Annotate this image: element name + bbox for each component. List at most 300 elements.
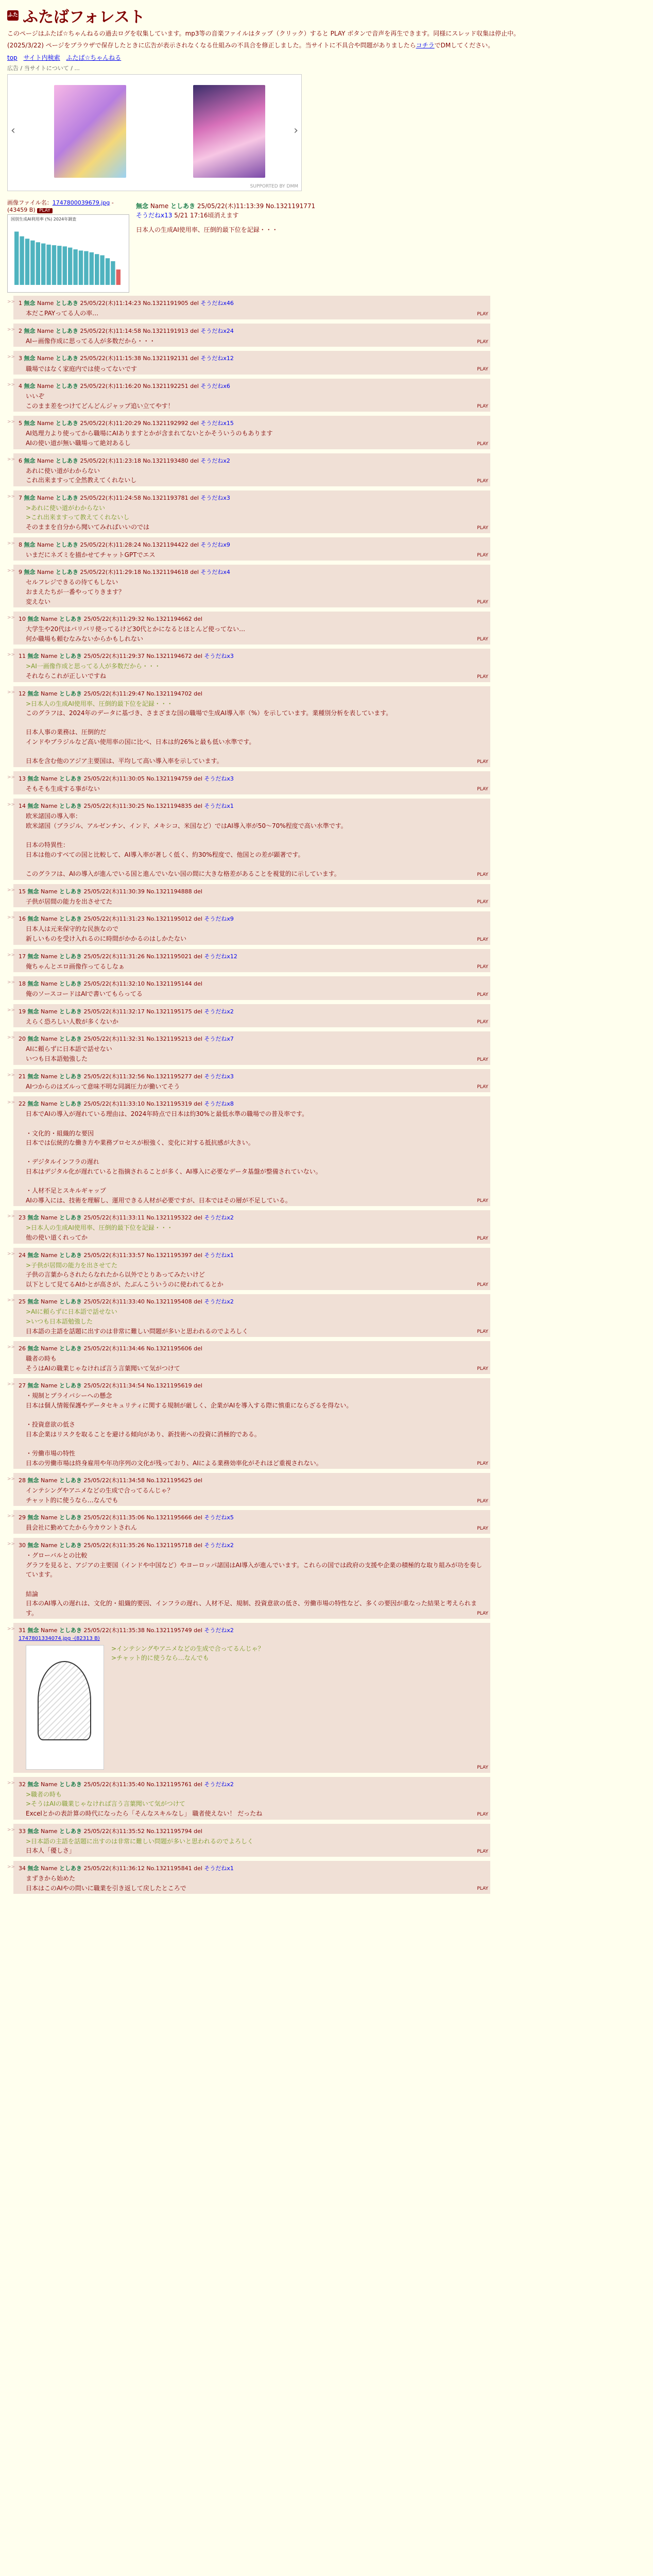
reply-date: 25/05/22(木)11:32:10 xyxy=(83,980,145,988)
reply-text: 他の使い道くれってか xyxy=(26,1233,88,1241)
reply-del[interactable]: del xyxy=(194,1100,202,1108)
reply-name: 無念 xyxy=(27,1542,39,1549)
reply-index: 1 xyxy=(19,300,22,307)
contact-link[interactable]: コチラ xyxy=(416,41,435,49)
reply-no[interactable]: No.1321195144 xyxy=(146,980,192,988)
reply-author: としあき xyxy=(59,953,82,960)
reply-image-thumb[interactable] xyxy=(26,1645,104,1770)
reply-play[interactable]: PLAY xyxy=(477,1366,488,1372)
reply-header xyxy=(19,914,485,923)
reply-no[interactable]: No.1321195012 xyxy=(146,916,192,923)
reply-no[interactable]: No.1321195794 xyxy=(146,1827,192,1835)
reply-no[interactable]: No.1321194662 xyxy=(146,616,192,623)
reply-text: えらく恐ろしい人数が多くないか xyxy=(26,1018,119,1025)
reply-date: 25/05/22(木)11:33:11 xyxy=(83,1214,145,1222)
reply-index: 5 xyxy=(19,420,22,427)
reply-play[interactable]: PLAY xyxy=(477,992,488,997)
reply-play[interactable]: PLAY xyxy=(477,1811,488,1817)
reply-name-label: Name xyxy=(41,916,58,923)
reply-del[interactable]: del xyxy=(194,1514,202,1521)
nav-site-search-link[interactable]: サイト内検索 xyxy=(23,54,60,62)
reply-no[interactable]: No.1321194618 xyxy=(143,569,188,576)
reply-soudane[interactable]: そうだねx12 xyxy=(204,953,237,960)
site-title[interactable]: ふたばフォレスト xyxy=(23,8,145,26)
reply-play[interactable]: PLAY xyxy=(477,1282,488,1288)
reply-name-label: Name xyxy=(41,1214,58,1222)
reply-author: としあき xyxy=(59,980,82,988)
reply-author: としあき xyxy=(59,803,82,810)
reply-del[interactable]: del xyxy=(194,953,202,960)
reply-no[interactable]: No.1321194672 xyxy=(146,653,192,660)
ad-carousel[interactable] xyxy=(7,74,302,191)
reply-play[interactable]: PLAY xyxy=(477,787,488,792)
reply-date: 25/05/22(木)11:30:05 xyxy=(83,775,145,782)
reply-date: 25/05/22(木)11:23:18 xyxy=(80,457,141,464)
reply-play[interactable]: PLAY xyxy=(477,441,488,447)
reply-del[interactable]: del xyxy=(194,1865,202,1872)
reply-author: としあき xyxy=(59,1100,82,1108)
reply-date: 25/05/22(木)11:36:12 xyxy=(83,1865,145,1872)
reply-play[interactable]: PLAY xyxy=(477,1461,488,1467)
reply-soudane[interactable]: そうだねx24 xyxy=(200,327,234,334)
reply-play[interactable]: PLAY xyxy=(477,367,488,372)
thumb-bar xyxy=(52,245,56,285)
reply-soudane[interactable]: そうだねx9 xyxy=(204,916,234,923)
op-file-link[interactable]: 1747800039679.jpg xyxy=(52,199,110,207)
reply-text: 日本人「優しさ」 xyxy=(26,1847,76,1855)
reply-text: Excelとかの表計算の時代になったら「そんなスキルなし」 職者使えない！ だったね xyxy=(26,1810,263,1818)
reply-author: としあき xyxy=(59,916,82,923)
reply-play[interactable]: PLAY xyxy=(477,872,488,877)
reply-soudane[interactable]: そうだねx7 xyxy=(204,1036,234,1043)
reply-header xyxy=(19,1251,485,1260)
thumb-bar xyxy=(95,254,99,285)
reply-author: としあき xyxy=(55,420,78,427)
reply-play[interactable]: PLAY xyxy=(477,937,488,942)
thumb-bar xyxy=(68,248,72,285)
reply-play[interactable]: PLAY xyxy=(477,404,488,410)
reply-body xyxy=(26,364,485,374)
reply-soudane[interactable]: そうだねx4 xyxy=(200,569,230,576)
reply-soudane[interactable]: そうだねx3 xyxy=(200,494,230,501)
reply-post xyxy=(13,490,490,533)
reply-name-label: Name xyxy=(41,1251,58,1259)
reply-no[interactable]: No.1321192992 xyxy=(143,420,188,427)
reply-del[interactable]: del xyxy=(194,1827,202,1835)
reply-text: ・グローバルとの比較 グラフを見ると、アジアの主要国（インドや中国など）やヨーロッパ諸国はAI導入が進んでいます。これらの国では政府の支援や企業の積極的な取り組みが功を奏しています。 結論 日本のAI導入の遅れは、文化的・組織的要因、インフラの遅れ、人材不足、規制、投資意欲の低さ、労働市場の特性など、多くの要因が重なった結果と考えられます。 xyxy=(26,1552,483,1617)
reply-del[interactable]: del xyxy=(194,916,202,923)
op-soudane[interactable]: そうだねx13 xyxy=(136,212,173,219)
reply-del[interactable]: del xyxy=(194,616,202,623)
reply-list xyxy=(0,293,653,1894)
reply-text: そのままを自分から聞いてみればいいのでは xyxy=(26,523,150,531)
reply-body xyxy=(26,989,485,999)
reply-text: そもそも生成する事がない xyxy=(26,785,100,792)
reply-quote: >子供が居間の能力を出させてた xyxy=(26,1261,118,1269)
reply-date: 25/05/22(木)11:33:57 xyxy=(83,1251,145,1259)
reply-no[interactable]: No.1321195408 xyxy=(146,1298,192,1306)
reply-del[interactable]: del xyxy=(190,300,199,307)
reply-body xyxy=(26,784,485,794)
reply-author: としあき xyxy=(59,1036,82,1043)
reply-soudane[interactable]: そうだねx2 xyxy=(204,1781,234,1788)
reply-del[interactable]: del xyxy=(190,457,199,464)
reply-post xyxy=(13,976,490,1000)
reply-no[interactable]: No.1321195277 xyxy=(146,1073,192,1080)
reply-index: 28 xyxy=(19,1477,26,1484)
reply-soudane[interactable]: そうだねx12 xyxy=(200,355,234,362)
reply-play[interactable]: PLAY xyxy=(477,525,488,531)
reply-no[interactable]: No.1321195841 xyxy=(146,1865,192,1872)
reply-body xyxy=(26,1523,485,1533)
reply-date: 25/05/22(木)11:14:23 xyxy=(80,300,141,307)
reply-name: 無念 xyxy=(27,653,39,660)
reply-del[interactable]: del xyxy=(190,420,199,427)
reply-del[interactable]: del xyxy=(194,1008,202,1015)
reply-author: としあき xyxy=(55,569,78,576)
reply-image-size: -(82313 B) xyxy=(72,1636,100,1642)
reply-header xyxy=(19,1476,485,1485)
reply-date: 25/05/22(木)11:29:18 xyxy=(80,569,141,576)
reply-soudane[interactable]: そうだねx8 xyxy=(204,1100,234,1108)
reply-no[interactable]: No.1321195666 xyxy=(146,1514,192,1521)
reply-no[interactable]: No.1321195213 xyxy=(146,1036,192,1043)
reply-name-label: Name xyxy=(41,1865,58,1872)
reply-play[interactable]: PLAY xyxy=(477,553,488,558)
reply-date: 25/05/22(木)11:34:54 xyxy=(83,1382,145,1389)
reply-name-label: Name xyxy=(41,653,58,660)
reply-body xyxy=(26,1261,485,1290)
reply-index: 10 xyxy=(19,616,26,623)
reply-name: 無念 xyxy=(27,1008,39,1015)
reply-del[interactable]: del xyxy=(190,494,199,501)
reply-name: 無念 xyxy=(27,1514,39,1521)
reply-del[interactable]: del xyxy=(194,690,202,697)
reply-post xyxy=(13,351,490,375)
thumb-bar xyxy=(100,256,104,285)
reply-header xyxy=(19,1541,485,1550)
reply-del[interactable]: del xyxy=(194,1073,202,1080)
op-no[interactable]: No.1321191771 xyxy=(265,202,316,210)
reply-no[interactable]: No.1321194702 xyxy=(146,690,192,697)
reply-body xyxy=(26,1551,485,1618)
reply-del[interactable]: del xyxy=(194,775,202,782)
reply-play[interactable]: PLAY xyxy=(477,1526,488,1532)
reply-play[interactable]: PLAY xyxy=(477,1886,488,1892)
reply-no[interactable]: No.1321195175 xyxy=(146,1008,192,1015)
reply-soudane[interactable]: そうだねx2 xyxy=(200,457,230,464)
reply-header xyxy=(19,1780,485,1789)
reply-play[interactable]: PLAY xyxy=(477,759,488,765)
reply-body xyxy=(26,1044,485,1063)
reply-soudane[interactable]: そうだねx5 xyxy=(204,1514,234,1521)
reply-soudane[interactable]: そうだねx2 xyxy=(204,1214,234,1222)
thumb-bar xyxy=(116,269,121,285)
reply-name: 無念 xyxy=(24,355,36,362)
reply-play[interactable]: PLAY xyxy=(477,311,488,317)
reply-soudane[interactable]: そうだねx2 xyxy=(204,1298,234,1306)
reply-play[interactable]: PLAY xyxy=(477,637,488,642)
reply-name: 無念 xyxy=(27,1827,39,1835)
reply-del[interactable]: del xyxy=(194,980,202,988)
reply-index: 3 xyxy=(19,355,22,362)
reply-name-label: Name xyxy=(37,569,54,576)
op-name: 無念 xyxy=(136,202,149,210)
reply-name-label: Name xyxy=(37,355,54,362)
reply-del[interactable]: del xyxy=(194,803,202,810)
reply-header xyxy=(19,354,485,363)
reply-no[interactable]: No.1321195021 xyxy=(146,953,192,960)
reply-play[interactable]: PLAY xyxy=(477,674,488,680)
ad-credit: SUPPORTED BY DMM xyxy=(250,184,298,190)
thumb-bar xyxy=(63,246,67,285)
reply-name-label: Name xyxy=(37,420,54,427)
reply-play[interactable]: PLAY xyxy=(477,1084,488,1090)
reply-soudane[interactable]: そうだねx15 xyxy=(200,420,234,427)
reply-body xyxy=(26,336,485,346)
reply-name: 無念 xyxy=(24,457,36,464)
reply-del[interactable]: del xyxy=(194,1298,202,1306)
reply-text: いまだにネズミを描かせてチャットGPTでエス xyxy=(26,551,156,558)
reply-body xyxy=(26,429,485,448)
reply-play[interactable]: PLAY xyxy=(477,900,488,905)
reply-author: としあき xyxy=(59,888,82,895)
reply-no[interactable]: No.1321192131 xyxy=(143,355,188,362)
nav-links xyxy=(0,51,653,62)
reply-name-label: Name xyxy=(41,803,58,810)
nav-futaba-link[interactable]: ふたば☆ちゃんねる xyxy=(66,54,122,62)
reply-date: 25/05/22(木)11:33:40 xyxy=(83,1298,145,1306)
reply-del[interactable]: del xyxy=(194,1036,202,1043)
reply-del[interactable]: del xyxy=(194,1542,202,1549)
reply-date: 25/05/22(木)11:35:26 xyxy=(83,1542,145,1549)
reply-no[interactable]: No.1321195761 xyxy=(146,1781,192,1788)
reply-play[interactable]: PLAY xyxy=(477,964,488,970)
reply-name: 無念 xyxy=(27,1781,39,1788)
reply-del[interactable]: del xyxy=(194,1477,202,1484)
reply-no[interactable]: No.1321195619 xyxy=(146,1382,192,1389)
reply-header xyxy=(19,1864,485,1873)
reply-image-name[interactable]: 1747801334074.jpg xyxy=(19,1636,71,1642)
reply-no[interactable]: No.1321194888 xyxy=(146,888,192,895)
reply-name-label: Name xyxy=(41,1008,58,1015)
ad-image-1[interactable] xyxy=(54,85,126,178)
nav-top-link[interactable]: top xyxy=(7,54,18,62)
reply-index: 11 xyxy=(19,653,26,660)
thumb-chart xyxy=(12,223,124,287)
reply-index: 8 xyxy=(19,541,22,548)
reply-author: としあき xyxy=(59,616,82,623)
reply-index: 29 xyxy=(19,1514,26,1521)
op-play-badge[interactable]: PLAY xyxy=(37,208,53,213)
reply-name: 無念 xyxy=(24,494,36,501)
reply-del[interactable]: del xyxy=(190,327,199,334)
reply-del[interactable]: del xyxy=(194,653,202,660)
reply-no[interactable]: No.1321192251 xyxy=(143,383,188,390)
reply-post xyxy=(13,416,490,449)
reply-text: AIに頼らずに日本語で話せない いつも日本語勉強した xyxy=(26,1045,112,1063)
reply-no[interactable]: No.1321195397 xyxy=(146,1251,192,1259)
reply-name: 無念 xyxy=(27,1100,39,1108)
reply-header xyxy=(19,494,485,502)
reply-no[interactable]: No.1321191905 xyxy=(143,300,188,307)
intro-text xyxy=(0,28,653,51)
reply-soudane[interactable]: そうだねx2 xyxy=(204,1542,234,1549)
reply-date: 25/05/22(木)11:16:20 xyxy=(80,383,141,390)
carousel-prev-icon[interactable]: ‹ xyxy=(11,124,15,138)
reply-text: 日本語の主語を話題に出すのは非常に難しい問題が多いと思われるのでよろしく xyxy=(26,1327,249,1335)
reply-post xyxy=(13,1824,490,1857)
reply-date: 25/05/22(木)11:15:38 xyxy=(80,355,141,362)
reply-header xyxy=(19,419,485,428)
reply-index: 12 xyxy=(19,690,26,697)
thumb-bar xyxy=(106,258,110,285)
reply-soudane[interactable]: そうだねx6 xyxy=(200,383,230,390)
reply-quote: >あれに使い道がわからない >これ出来ますって教えてくれないし xyxy=(26,504,130,521)
reply-body xyxy=(26,1223,485,1242)
reply-name: 無念 xyxy=(27,1382,39,1389)
reply-soudane[interactable]: そうだねx2 xyxy=(204,1008,234,1015)
reply-soudane[interactable]: そうだねx1 xyxy=(204,1865,234,1872)
reply-del[interactable]: del xyxy=(194,1251,202,1259)
reply-no[interactable]: No.1321191913 xyxy=(143,327,188,334)
reply-date: 25/05/22(木)11:30:25 xyxy=(83,803,145,810)
op-thumbnail[interactable] xyxy=(7,214,129,293)
thumb-bar xyxy=(90,252,94,285)
reply-name: 無念 xyxy=(27,1214,39,1222)
reply-text: インテシングやアニメなどの生成で合ってるんじゃ？ チャット的に使うなら…なんでも xyxy=(26,1487,174,1504)
reply-name: 無念 xyxy=(27,803,39,810)
reply-play[interactable]: PLAY xyxy=(477,1057,488,1062)
reply-del[interactable]: del xyxy=(194,1627,202,1634)
reply-post xyxy=(13,1378,490,1469)
reply-no[interactable]: No.1321193781 xyxy=(143,494,188,501)
reply-del[interactable]: del xyxy=(190,541,199,548)
reply-soudane[interactable]: そうだねx1 xyxy=(204,803,234,810)
reply-post xyxy=(13,565,490,607)
reply-body xyxy=(26,624,485,643)
reply-no[interactable]: No.1321195625 xyxy=(146,1477,192,1484)
reply-header xyxy=(19,774,485,783)
reply-no[interactable]: No.1321194835 xyxy=(146,803,192,810)
site-logo[interactable]: ふた xyxy=(7,10,19,21)
op-body: 日本人の生成AI使用率、圧倒的最下位を記録・・・ xyxy=(136,226,278,234)
reply-name-label: Name xyxy=(41,1542,58,1549)
reply-play[interactable]: PLAY xyxy=(477,1329,488,1335)
reply-date: 25/05/22(木)11:33:10 xyxy=(83,1100,145,1108)
reply-index: 34 xyxy=(19,1865,26,1872)
reply-del[interactable]: del xyxy=(194,1214,202,1222)
reply-name: 無念 xyxy=(27,1073,39,1080)
reply-soudane[interactable]: そうだねx3 xyxy=(204,1073,234,1080)
reply-header xyxy=(19,1626,485,1635)
reply-no[interactable]: No.1321195319 xyxy=(146,1100,192,1108)
reply-body xyxy=(26,699,485,766)
reply-header xyxy=(19,1344,485,1353)
reply-post xyxy=(13,1473,490,1506)
reply-author: としあき xyxy=(59,690,82,697)
reply-name-label: Name xyxy=(41,616,58,623)
reply-header xyxy=(19,887,485,896)
reply-no[interactable]: No.1321195606 xyxy=(146,1345,192,1352)
reply-post xyxy=(13,1510,490,1534)
reply-post xyxy=(13,1210,490,1243)
thumb-bar xyxy=(14,232,19,285)
reply-header xyxy=(19,979,485,988)
reply-play[interactable]: PLAY xyxy=(477,1235,488,1241)
reply-del[interactable]: del xyxy=(190,355,199,362)
reply-header xyxy=(19,1007,485,1016)
reply-play[interactable]: PLAY xyxy=(477,339,488,345)
carousel-next-icon[interactable]: › xyxy=(294,124,298,138)
reply-no[interactable]: No.1321194422 xyxy=(143,541,188,548)
reply-post xyxy=(13,799,490,879)
reply-body xyxy=(26,578,485,606)
reply-index: 4 xyxy=(19,383,22,390)
reply-body xyxy=(26,309,485,318)
reply-del[interactable]: del xyxy=(194,1345,202,1352)
reply-image-link[interactable] xyxy=(19,1635,485,1643)
reply-text: 日本でAIの導入が遅れている理由は、2024年時点で日本は約30%と最低水準の職場での普及率です。 ・文化的・組織的な要因 日本では伝統的な働き方や業務プロセスが根強く、変化に対する抵抗感が大きい。 ・デジタルインフラの遅れ 日本はデジタル化が遅れていると指摘されることが多く、AI導入に必要なデータ基盤が整備されていない。 ・人材不足とスキルギャップ AIの導入には、技術を理解し、運用できる人材が必要ですが、日本ではその層が不足している。 xyxy=(26,1110,322,1204)
reply-header xyxy=(19,382,485,391)
reply-play[interactable]: PLAY xyxy=(477,1020,488,1025)
reply-play[interactable]: PLAY xyxy=(477,1498,488,1504)
reply-del[interactable]: del xyxy=(194,888,202,895)
reply-header xyxy=(19,652,485,660)
reply-soudane[interactable]: そうだねx3 xyxy=(204,775,234,782)
reply-name-label: Name xyxy=(41,1781,58,1788)
reply-no[interactable]: No.1321193480 xyxy=(143,457,188,464)
reply-soudane[interactable]: そうだねx9 xyxy=(200,541,230,548)
reply-no[interactable]: No.1321195749 xyxy=(146,1627,192,1634)
reply-del[interactable]: del xyxy=(190,383,199,390)
reply-soudane[interactable]: そうだねx1 xyxy=(204,1251,234,1259)
reply-index: 18 xyxy=(19,980,26,988)
reply-play[interactable]: PLAY xyxy=(477,1611,488,1617)
reply-play[interactable]: PLAY xyxy=(477,600,488,605)
reply-soudane[interactable]: そうだねx2 xyxy=(204,1627,234,1634)
reply-post xyxy=(13,911,490,944)
thumb-bar xyxy=(20,236,24,285)
reply-text: 員会社に勤めてたから今カウントされん xyxy=(26,1524,138,1532)
reply-header xyxy=(19,1099,485,1108)
reply-play[interactable]: PLAY xyxy=(477,1765,488,1770)
reply-body xyxy=(26,1486,485,1505)
reply-author: としあき xyxy=(59,775,82,782)
reply-no[interactable]: No.1321195718 xyxy=(146,1542,192,1549)
ad-image-2[interactable] xyxy=(193,85,265,178)
reply-play[interactable]: PLAY xyxy=(477,478,488,484)
reply-del[interactable]: del xyxy=(190,569,199,576)
reply-name-label: Name xyxy=(41,1827,58,1835)
reply-date: 25/05/22(木)11:20:29 xyxy=(80,420,141,427)
reply-index: 9 xyxy=(19,569,22,576)
reply-play[interactable]: PLAY xyxy=(477,1849,488,1854)
reply-del[interactable]: del xyxy=(194,1781,202,1788)
reply-index: 26 xyxy=(19,1345,26,1352)
reply-no[interactable]: No.1321195322 xyxy=(146,1214,192,1222)
reply-post xyxy=(13,686,490,767)
reply-date: 25/05/22(木)11:30:39 xyxy=(83,888,145,895)
reply-no[interactable]: No.1321194759 xyxy=(146,775,192,782)
reply-soudane[interactable]: そうだねx46 xyxy=(200,300,234,307)
reply-date: 25/05/22(木)11:34:46 xyxy=(83,1345,145,1352)
reply-del[interactable]: del xyxy=(194,1382,202,1389)
op-file-line xyxy=(7,198,131,213)
reply-index: 30 xyxy=(19,1542,26,1549)
reply-soudane[interactable]: そうだねx3 xyxy=(204,653,234,660)
reply-play[interactable]: PLAY xyxy=(477,1198,488,1204)
